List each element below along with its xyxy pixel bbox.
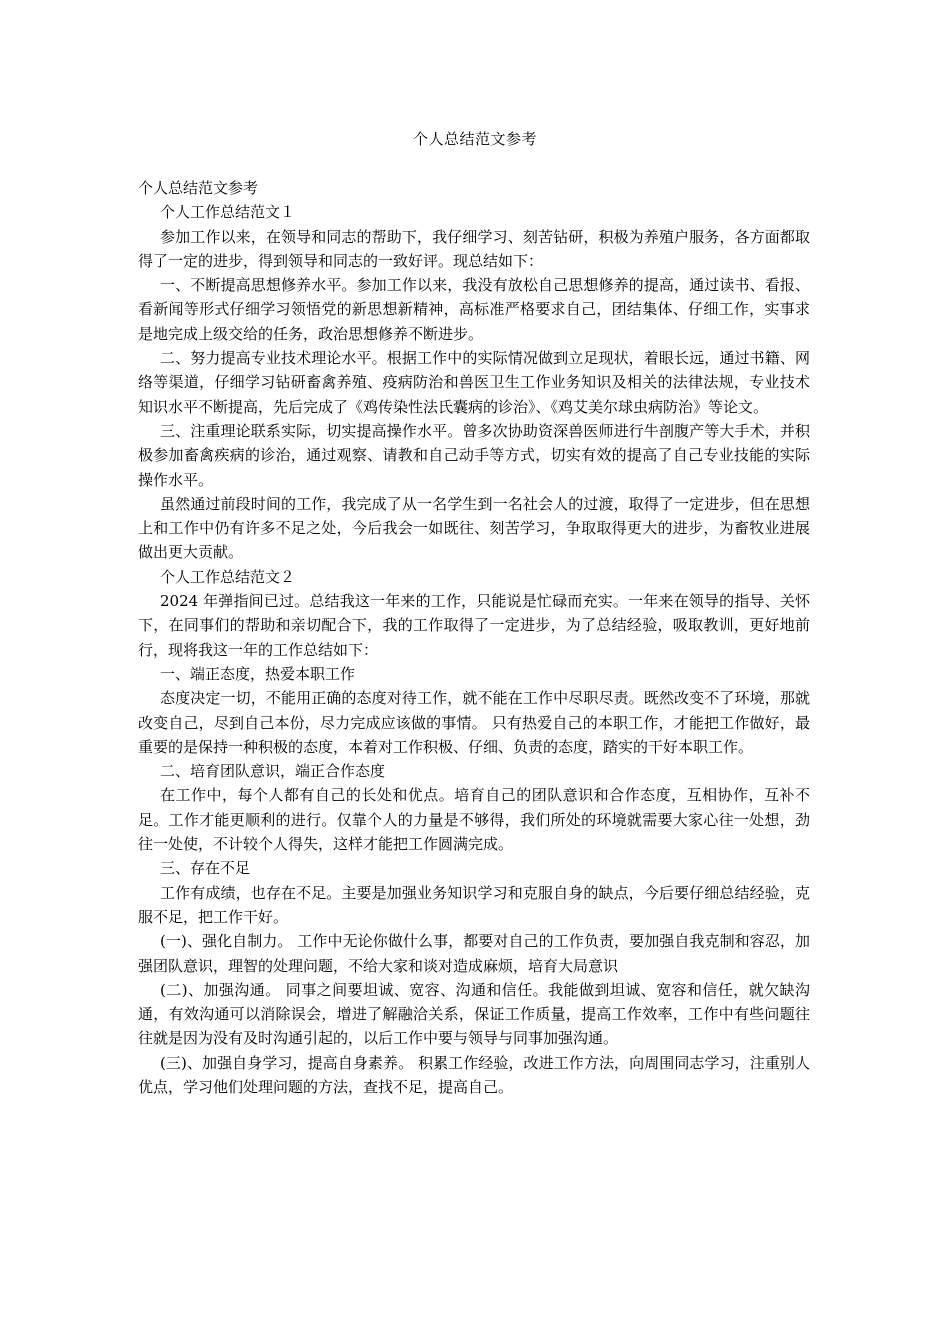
- paragraph: 2024 年弹指间已过。总结我这一年来的工作，只能说是忙碌而充实。一年来在领导的指导、关怀下，在同事们的帮助和亲切配合下，我的工作取得了一定进步，为了总结经验，吸取教训，更好地前行，现将我这一年的工作总结如下：: [138, 592, 810, 659]
- paragraph: 三、注重理论联系实际，切实提高操作水平。曾多次协助资深兽医师进行牛剖腹产等大手术，并积极参加畜禽疾病的诊治，通过观察、请教和自己动手等方式，切实有效的提高了自己专业技能的实际操作水平。: [138, 421, 810, 489]
- document-title: 个人总结范文参考: [412, 130, 537, 148]
- subsection-heading-1: 个人工作总结范文１: [160, 203, 296, 222]
- paragraph: 参加工作以来，在领导和同志的帮助下，我仔细学习、刻苦钻研，积极为养殖户服务，各方面都取得了一定的进步，得到领导和同志的一致好评。现总结如下：: [138, 227, 810, 270]
- paragraph: 一、不断提高思想修养水平。参加工作以来，我没有放松自己思想修养的提高，通过读书、看报、看新闻等形式仔细学习领悟党的新思想新精神，高标准严格要求自己，团结集体、仔细工作，实事求是地完成上级交给的任务，政治思想修养不断进步。: [138, 276, 810, 343]
- paragraph: 虽然通过前段时间的工作，我完成了从一名学生到一名社会人的过渡，取得了一定进步，但在思想上和工作中仍有许多不足之处，今后我会一如既往、刻苦学习，争取取得更大的进步，为畜牧业进展做出更大贡献。: [138, 494, 810, 562]
- list-item: (二)、加强沟通。 同事之间要坦诚、宽容、沟通和信任。我能做到坦诚、宽容和信任，就欠缺沟通，有效沟通可以消除误会，增进了解融洽关系，保证工作质量，提高工作效率，工作中有些问题往往就是因为没有及时沟通引起的，以后工作中要与领导与同事加强沟通。: [138, 980, 810, 1048]
- list-item: (三)、加强自身学习，提高自身素养。 积累工作经验，改进工作方法，向周围同志学习，注重别人优点，学习他们处理问题的方法，查找不足，提高自己。: [138, 1053, 810, 1096]
- paragraph: 二、努力提高专业技术理论水平。根据工作中的实际情况做到立足现状，着眼长远，通过书籍、网络等渠道，仔细学习钻研畜禽养殖、疫病防治和兽医卫生工作业务知识及相关的法律法规，专业技术知识水平不断提高，先后完成了《鸡传染性法氏囊病的诊治》、《鸡艾美尔球虫病防治》等论文。: [138, 349, 810, 416]
- paragraph: 工作有成绩，也存在不足。主要是加强业务知识学习和克服自身的缺点，今后要仔细总结经验，克服不足，把工作干好。: [138, 883, 810, 926]
- list-heading: 一、端正态度，热爱本职工作: [160, 664, 356, 683]
- list-item: (一)、强化自制力。 工作中无论你做什么事，都要对自己的工作负责，要加强自我克制和容忍，加强团队意识，理智的处理问题，不给大家和谈对造成麻烦，培育大局意识: [138, 932, 810, 975]
- document-body: [138, 176, 810, 1099]
- list-heading: 二、培育团队意识，端正合作态度: [160, 762, 386, 781]
- section-heading: 个人总结范文参考: [138, 179, 259, 197]
- paragraph: 在工作中，每个人都有自己的长处和优点。培育自己的团队意识和合作态度，互相协作，互补不足。工作才能更顺利的进行。仅靠个人的力量是不够得，我们所处的环境就需要大家心往一处想，劲往一处使，不计较个人得失，这样才能把工作圆满完成。: [138, 786, 810, 854]
- list-heading: 三、存在不足: [160, 859, 251, 878]
- paragraph: 态度决定一切，不能用正确的态度对待工作，就不能在工作中尽职尽责。既然改变不了环境，那就改变自己，尽到自己本份，尽力完成应该做的事情。 只有热爱自己的本职工作，才能把工作做好，最重要的是保持一种积极的态度，本着对工作积极、仔细、负责的态度，踏实的干好本职工作。: [138, 689, 810, 756]
- subsection-heading-2: 个人工作总结范文２: [160, 567, 296, 586]
